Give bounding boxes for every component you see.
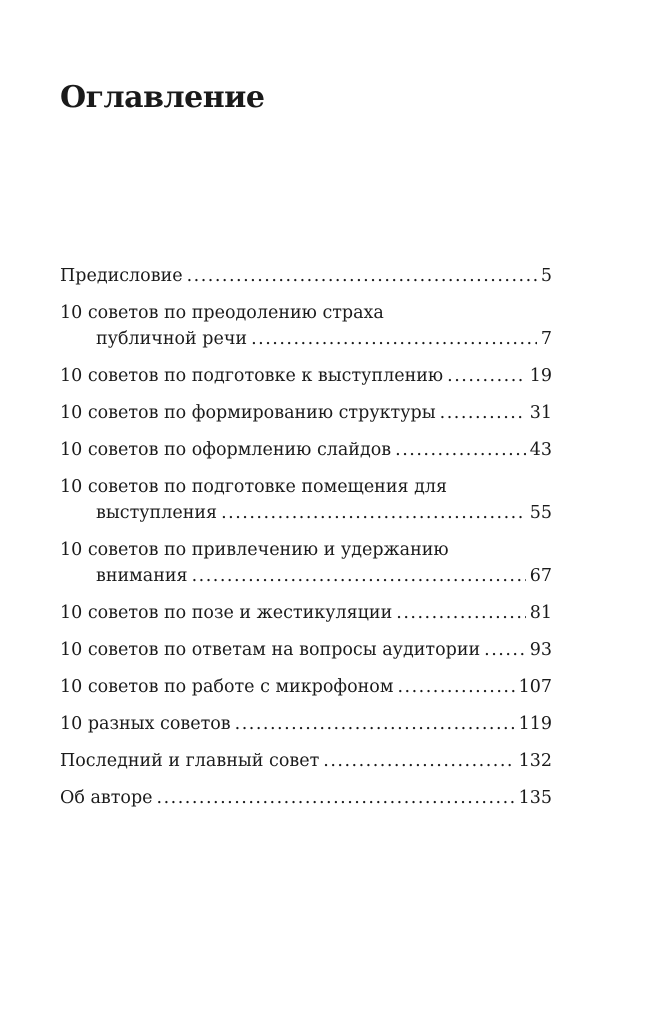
toc-entry — [60, 300, 552, 352]
toc-entry-title: 10 советов по подготовке к выступлению — [60, 366, 444, 386]
toc-entry — [60, 474, 552, 526]
toc-entry-page: 31 — [529, 403, 552, 423]
toc-entry-title: Об авторе — [60, 788, 153, 808]
dot-leader — [484, 637, 526, 663]
toc-entry-page: 135 — [518, 788, 552, 808]
toc-entry — [60, 263, 552, 289]
toc-entry-page: 81 — [529, 603, 552, 623]
toc-entry-title-line1: 10 советов по преодолению страха — [60, 303, 384, 323]
dot-leader — [396, 600, 525, 626]
toc-entry-title: 10 советов по работе с микрофоном — [60, 677, 394, 697]
toc-entry — [60, 363, 552, 389]
toc-entry-page: 67 — [529, 566, 552, 586]
toc-entry-page: 7 — [540, 329, 552, 349]
toc-entry-page: 119 — [518, 714, 552, 734]
toc-entry-title: 10 советов по позе и жестикуляции — [60, 603, 393, 623]
dot-leader — [447, 363, 526, 389]
toc-entry-title: 10 советов по формированию структуры — [60, 403, 436, 423]
dot-leader — [192, 563, 526, 589]
dot-leader — [440, 400, 526, 426]
dot-leader — [221, 500, 526, 526]
toc-entry-page: 93 — [529, 640, 552, 660]
toc-entry-page: 107 — [518, 677, 552, 697]
dot-leader — [235, 711, 515, 737]
toc-entry-title: Предисловие — [60, 266, 183, 286]
toc-entry — [60, 400, 552, 426]
toc-entry — [60, 711, 552, 737]
dot-leader — [395, 437, 526, 463]
toc-entry — [60, 437, 552, 463]
dot-leader — [187, 263, 537, 289]
toc-entry-page: 19 — [529, 366, 552, 386]
toc-entry-title: 10 советов по ответам на вопросы аудитории — [60, 640, 481, 660]
dot-leader — [157, 785, 515, 811]
toc-entry-title-line2: выступления — [96, 503, 218, 523]
toc-entry-page: 132 — [518, 751, 552, 771]
toc-entry — [60, 674, 552, 700]
toc-entry-title-line2: публичной речи — [96, 329, 248, 349]
toc-entry — [60, 600, 552, 626]
toc-entry-page: 43 — [529, 440, 552, 460]
page-title: Оглавление — [60, 80, 265, 115]
toc-entry — [60, 537, 552, 589]
toc-entry-title-line1: 10 советов по привлечению и удержанию — [60, 540, 449, 560]
toc-entry-page: 55 — [529, 503, 552, 523]
toc-entry-title-line2: внимания — [96, 566, 188, 586]
toc-entry-title: Последний и главный совет — [60, 751, 320, 771]
toc-entry-title: 10 советов по оформлению слайдов — [60, 440, 392, 460]
dot-leader — [251, 326, 537, 352]
toc-entry — [60, 637, 552, 663]
toc-entry-page: 5 — [540, 266, 552, 286]
table-of-contents — [60, 263, 552, 822]
toc-entry — [60, 785, 552, 811]
toc-entry-title-line1: 10 советов по подготовке помещения для — [60, 477, 448, 497]
toc-entry — [60, 748, 552, 774]
dot-leader — [323, 748, 514, 774]
toc-entry-title: 10 разных советов — [60, 714, 231, 734]
dot-leader — [397, 674, 514, 700]
